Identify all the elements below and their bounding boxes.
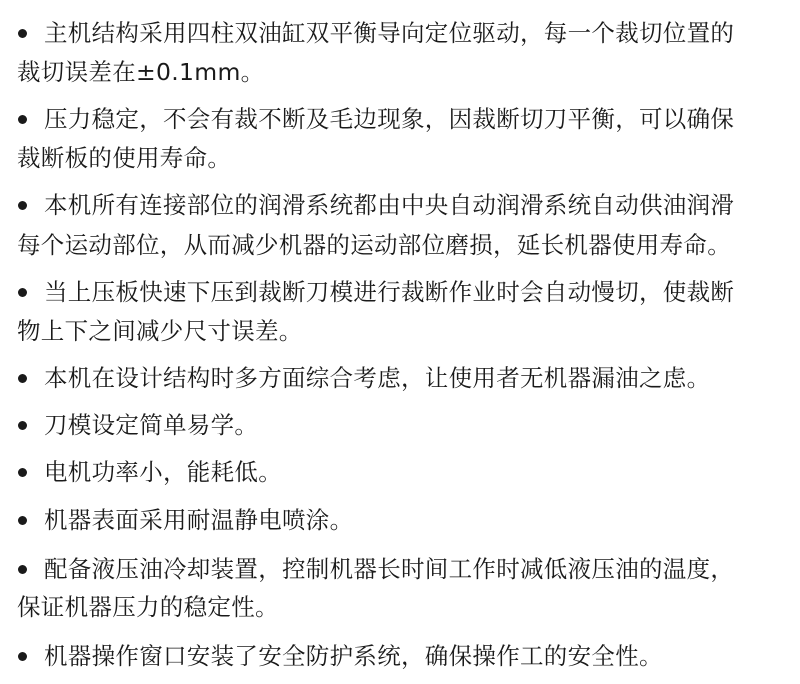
list-item-text: 压力稳定，不会有裁不断及毛边现象，因裁断切刀平衡，可以确保 — [44, 105, 735, 133]
list-item-text: 机器表面采用耐温静电喷涂。 — [44, 506, 354, 534]
bullet-icon — [18, 115, 27, 124]
bullet-icon — [18, 421, 27, 430]
list-item-text: 物上下之间减少尺寸误差。 — [17, 317, 303, 345]
list-item-text: 每个运动部位，从而减少机器的运动部位磨损，延长机器使用寿命。 — [17, 231, 731, 259]
bullet-icon — [18, 288, 27, 297]
bullet-icon — [18, 468, 27, 477]
list-item-text: 机器操作窗口安装了安全防护系统，确保操作工的安全性。 — [44, 642, 663, 670]
list-item-text: 本机在设计结构时多方面综合考虑，让使用者无机器漏油之虑。 — [44, 364, 711, 392]
list-item-text: 当上压板快速下压到裁断刀模进行裁断作业时会自动慢切，使裁断 — [44, 278, 735, 306]
list-item-text: 裁切误差在±0.1mm。 — [17, 58, 265, 86]
list-item-text: 本机所有连接部位的润滑系统都由中央自动润滑系统自动供油润滑 — [44, 191, 735, 219]
bullet-icon — [18, 29, 27, 38]
bullet-icon — [18, 565, 27, 574]
bullet-icon — [18, 516, 27, 525]
list-item-text: 配备液压油冷却装置，控制机器长时间工作时减低液压油的温度， — [44, 555, 735, 583]
bullet-icon — [18, 374, 27, 383]
bullet-icon — [18, 201, 27, 210]
list-item-text: 裁断板的使用寿命。 — [17, 144, 232, 172]
bullet-icon — [18, 652, 27, 661]
list-item-text: 刀模设定简单易学。 — [44, 411, 259, 439]
list-item-text: 保证机器压力的稳定性。 — [17, 593, 279, 621]
list-item-text: 主机结构采用四柱双油缸双平衡导向定位驱动，每一个裁切位置的 — [44, 19, 735, 47]
list-item-text: 电机功率小，能耗低。 — [44, 458, 282, 486]
